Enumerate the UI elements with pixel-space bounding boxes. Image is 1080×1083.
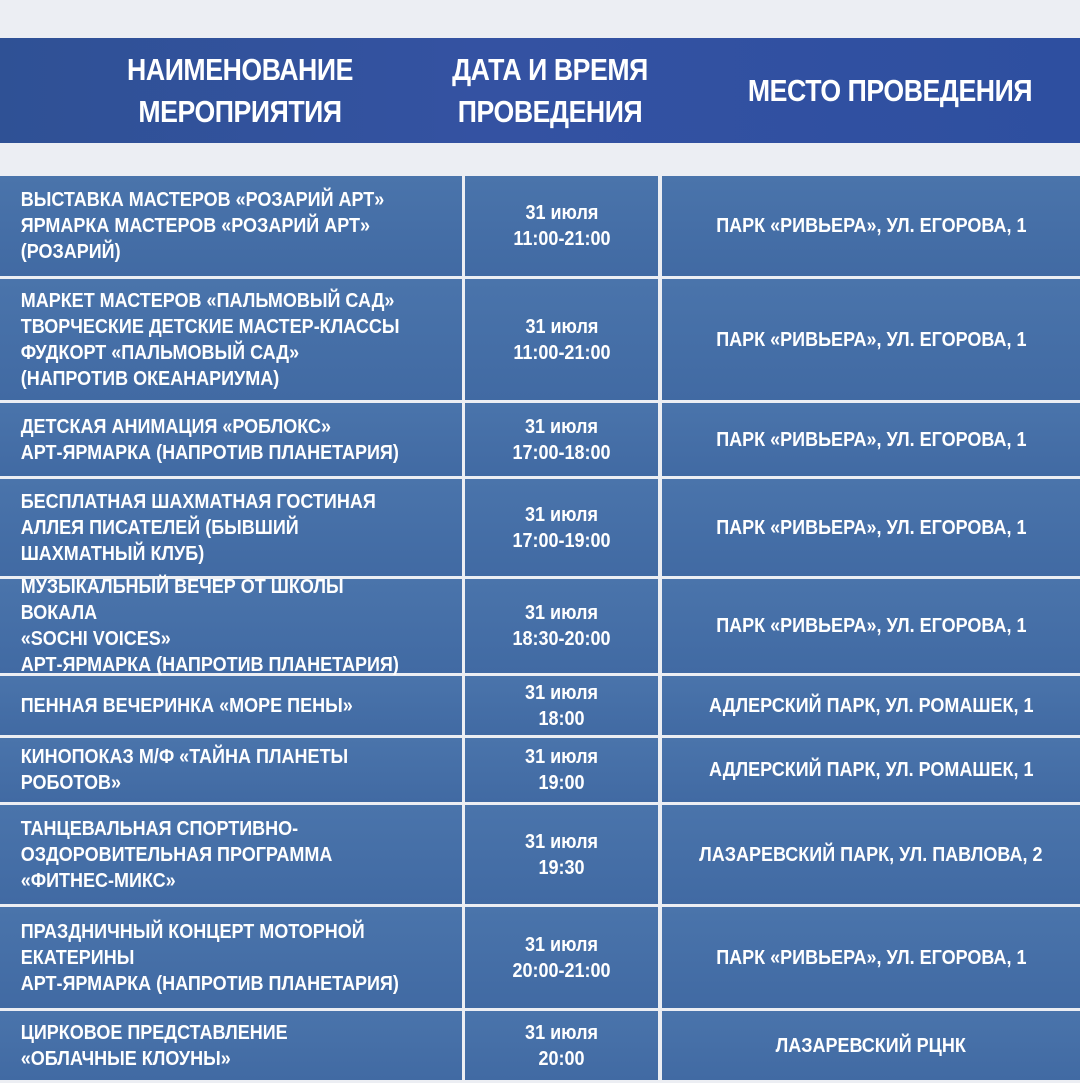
event-place-cell: ПАРК «РИВЬЕРА», УЛ. ЕГОРОВА, 1 (662, 403, 1080, 476)
event-name-cell: ТАНЦЕВАЛЬНАЯ СПОРТИВНО- ОЗДОРОВИТЕЛЬНАЯ ПРОГРАММА «ФИТНЕС-МИКС» (0, 805, 462, 904)
event-name-cell: ДЕТСКАЯ АНИМАЦИЯ «РОБЛОКС» АРТ-ЯРМАРКА (НАПРОТИВ ПЛАНЕТАРИЯ) (0, 403, 462, 476)
event-place-cell: АДЛЕРСКИЙ ПАРК, УЛ. РОМАШЕК, 1 (662, 738, 1080, 802)
event-date-cell: 31 июля 19:30 (465, 805, 658, 904)
event-date-cell: 31 июля 18:30-20:00 (465, 579, 658, 673)
event-place-cell: ПАРК «РИВЬЕРА», УЛ. ЕГОРОВА, 1 (662, 907, 1080, 1008)
table-row (0, 576, 1080, 676)
table-row (0, 676, 1080, 738)
event-date-cell: 31 июля 11:00-21:00 (465, 279, 658, 400)
event-name-cell: ВЫСТАВКА МАСТЕРОВ «РОЗАРИЙ АРТ» ЯРМАРКА МАСТЕРОВ «РОЗАРИЙ АРТ» (РОЗАРИЙ) (0, 176, 462, 276)
event-name-cell: МАРКЕТ МАСТЕРОВ «ПАЛЬМОВЫЙ САД» ТВОРЧЕСКИЕ ДЕТСКИЕ МАСТЕР-КЛАССЫ ФУДКОРТ «ПАЛЬМОВЫЙ САД» (НАПРОТИВ ОКЕАНАРИУМА) (0, 279, 462, 400)
event-place-cell: ЛАЗАРЕВСКИЙ ПАРК, УЛ. ПАВЛОВА, 2 (662, 805, 1080, 904)
event-date-cell: 31 июля 20:00 (465, 1011, 658, 1080)
event-date-cell: 31 июля 18:00 (465, 676, 658, 735)
event-place-cell: ПАРК «РИВЬЕРА», УЛ. ЕГОРОВА, 1 (662, 579, 1080, 673)
header-event-name: НАИМЕНОВАНИЕ МЕРОПРИЯТИЯ (127, 51, 353, 129)
event-date-cell: 31 июля 11:00-21:00 (465, 176, 658, 276)
table-row (0, 479, 1080, 579)
event-date-cell: 31 июля 17:00-19:00 (465, 479, 658, 576)
table-row (0, 805, 1080, 907)
header-date-time: ДАТА И ВРЕМЯ ПРОВЕДЕНИЯ (452, 51, 648, 129)
table-row (0, 279, 1080, 403)
event-name-cell: КИНОПОКАЗ М/Ф «ТАЙНА ПЛАНЕТЫ РОБОТОВ» (0, 738, 462, 802)
table-header (0, 38, 1080, 143)
event-place-cell: ЛАЗАРЕВСКИЙ РЦНК (662, 1011, 1080, 1080)
event-place-cell: ПАРК «РИВЬЕРА», УЛ. ЕГОРОВА, 1 (662, 176, 1080, 276)
event-date-cell: 31 июля 20:00-21:00 (465, 907, 658, 1008)
table-row (0, 403, 1080, 479)
event-name-cell: ПРАЗДНИЧНЫЙ КОНЦЕРТ МОТОРНОЙ ЕКАТЕРИНЫ АРТ-ЯРМАРКА (НАПРОТИВ ПЛАНЕТАРИЯ) (0, 907, 462, 1008)
header-venue: МЕСТО ПРОВЕДЕНИЯ (747, 72, 1033, 108)
table-row (0, 738, 1080, 805)
event-name-cell: ЦИРКОВОЕ ПРЕДСТАВЛЕНИЕ «ОБЛАЧНЫЕ КЛОУНЫ» (0, 1011, 462, 1080)
event-place-cell: ПАРК «РИВЬЕРА», УЛ. ЕГОРОВА, 1 (662, 479, 1080, 576)
table-row (0, 176, 1080, 279)
event-place-cell: ПАРК «РИВЬЕРА», УЛ. ЕГОРОВА, 1 (662, 279, 1080, 400)
event-name-cell: МУЗЫКАЛЬНЫЙ ВЕЧЕР ОТ ШКОЛЫ ВОКАЛА «SOCHI VOICES» АРТ-ЯРМАРКА (НАПРОТИВ ПЛАНЕТАРИЯ) (0, 579, 462, 673)
table-row (0, 907, 1080, 1011)
event-name-cell: ПЕННАЯ ВЕЧЕРИНКА «МОРЕ ПЕНЫ» (0, 676, 462, 735)
event-date-cell: 31 июля 19:00 (465, 738, 658, 802)
event-date-cell: 31 июля 17:00-18:00 (465, 403, 658, 476)
event-name-cell: БЕСПЛАТНАЯ ШАХМАТНАЯ ГОСТИНАЯ АЛЛЕЯ ПИСАТЕЛЕЙ (БЫВШИЙ ШАХМАТНЫЙ КЛУБ) (0, 479, 462, 576)
table-row (0, 1011, 1080, 1083)
event-place-cell: АДЛЕРСКИЙ ПАРК, УЛ. РОМАШЕК, 1 (662, 676, 1080, 735)
